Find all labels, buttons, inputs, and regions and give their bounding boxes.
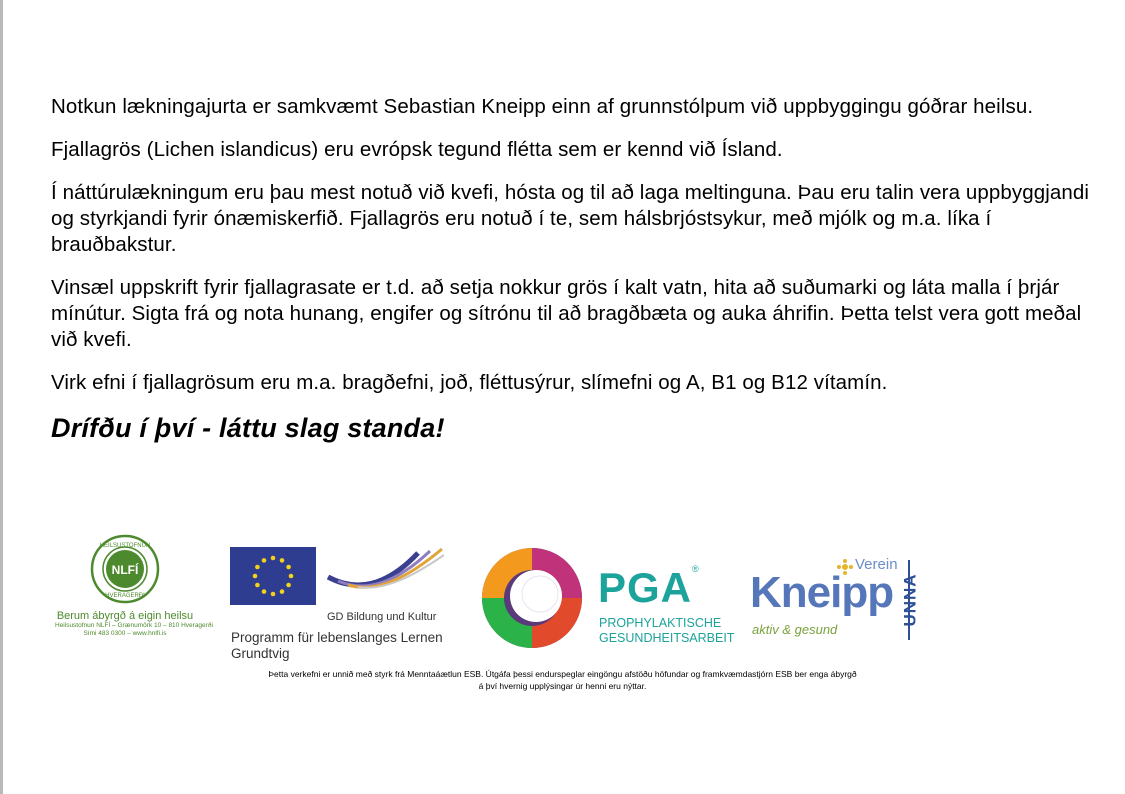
svg-text:HEILSUSTOFNUN: HEILSUSTOFNUN xyxy=(99,543,151,549)
paragraph-3: Í náttúrulækningum eru þau mest notuð við kvefi, hósta og til að laga meltinguna. Þau eru talin vera uppbyggjandi og styrkjandi fyrir ónæmiskerfið. Fjallagrös eru notuð í te, sem hálsbrjóstsykur, með mjólk og m.a. líka í brauðbakstur. xyxy=(51,181,1090,256)
eu-program-line-1: Programm für lebenslanges Lernen xyxy=(231,630,443,645)
eu-star-icon xyxy=(286,565,291,570)
eu-star-icon xyxy=(280,589,285,594)
paragraph-4: Vinsæl uppskrift fyrir fjallagrasate er t.d. að setja nokkur grös í kalt vatn, hita að suðumarki og láta malla í þrjár mínútur. Sigta frá og nota hunang, engifer og sítrónu til að bragðbæta og auka áhrifin. Þetta telst vera gott meðal við kvefi. xyxy=(51,276,1082,351)
pga-ring-icon xyxy=(480,546,590,650)
svg-text:HVERAGERÐI: HVERAGERÐI xyxy=(105,593,145,599)
nlfi-address-2: Sími 483 0300 – www.hnlfi.is xyxy=(83,630,167,637)
pga-wordmark xyxy=(598,564,700,612)
pga-subtitle-line-2: GESUNDHEITSARBEIT xyxy=(599,631,735,645)
eu-grundtvig-logo xyxy=(230,547,480,661)
eu-star-icon xyxy=(271,592,276,597)
svg-text:NLFÍ: NLFÍ xyxy=(111,563,139,577)
kneipp-logo xyxy=(750,556,940,646)
paragraph-2: Fjallagrös (Lichen islandicus) eru evrópsk tegund flétta sem er kennd við Ísland. xyxy=(51,138,783,161)
slogan: Drífðu í því - láttu slag standa! xyxy=(51,413,445,443)
sponsor-logos xyxy=(0,530,1125,660)
kneipp-wordmark: Kneipp xyxy=(750,568,894,617)
eu-star-icon xyxy=(255,565,260,570)
eu-star-icon xyxy=(262,589,267,594)
kneipp-verein: Verein xyxy=(855,556,898,573)
eu-star-icon xyxy=(255,583,260,588)
kneipp-tagline: aktiv & gesund xyxy=(752,622,838,637)
nlfi-tagline: Berum ábyrgð á eigin heilsu xyxy=(56,610,194,622)
nlfi-seal-icon xyxy=(90,534,160,604)
paragraph-1: Notkun lækningajurta er samkvæmt Sebastian Kneipp einn af grunnstólpum við uppbyggingu góðrar heilsu. xyxy=(51,95,1034,118)
eu-gd-label: GD Bildung und Kultur xyxy=(327,611,437,623)
pga-reg-mark: ® xyxy=(692,564,700,574)
footnote xyxy=(0,668,1125,692)
pga-word: PGA xyxy=(598,564,693,611)
eu-program-label xyxy=(231,630,443,662)
eu-star-icon xyxy=(280,558,285,563)
eu-star-icon xyxy=(271,556,276,561)
pga-subtitle xyxy=(599,616,734,646)
eu-star-icon xyxy=(289,574,294,579)
nlfi-logo xyxy=(55,534,213,638)
document-body xyxy=(51,94,1091,444)
kneipp-unna-label: UNNA xyxy=(900,573,920,627)
pga-logo xyxy=(480,546,748,646)
eu-star-icon xyxy=(286,583,291,588)
eu-star-icon xyxy=(262,558,267,563)
kneipp-unna xyxy=(900,560,934,640)
swoosh-icon xyxy=(326,547,446,607)
eu-program-line-2: Grundtvig xyxy=(231,646,290,661)
footnote-line-2: á því hvernig upplýsingar úr henni eru nýttar. xyxy=(478,681,647,691)
paragraph-5: Virk efni í fjallagrösum eru m.a. bragðefni, joð, fléttusýrur, slímefni og A, B1 og B12 vítamín. xyxy=(51,371,888,394)
footnote-line-1: Þetta verkefni er unnið með styrk frá Menntaáætlun ESB. Útgáfa þessi endurspeglar eingöngu afstöðu höfundar og framkvæmdastjórn ESB ber enga ábyrgð xyxy=(268,669,857,679)
eu-flag-icon xyxy=(230,547,316,605)
pga-subtitle-line-1: PROPHYLAKTISCHE xyxy=(599,616,722,630)
eu-star-icon xyxy=(253,574,258,579)
nlfi-address-1: Heilsustofnun NLFÍ – Grænumörk 10 – 810 Hveragerði xyxy=(55,622,213,629)
